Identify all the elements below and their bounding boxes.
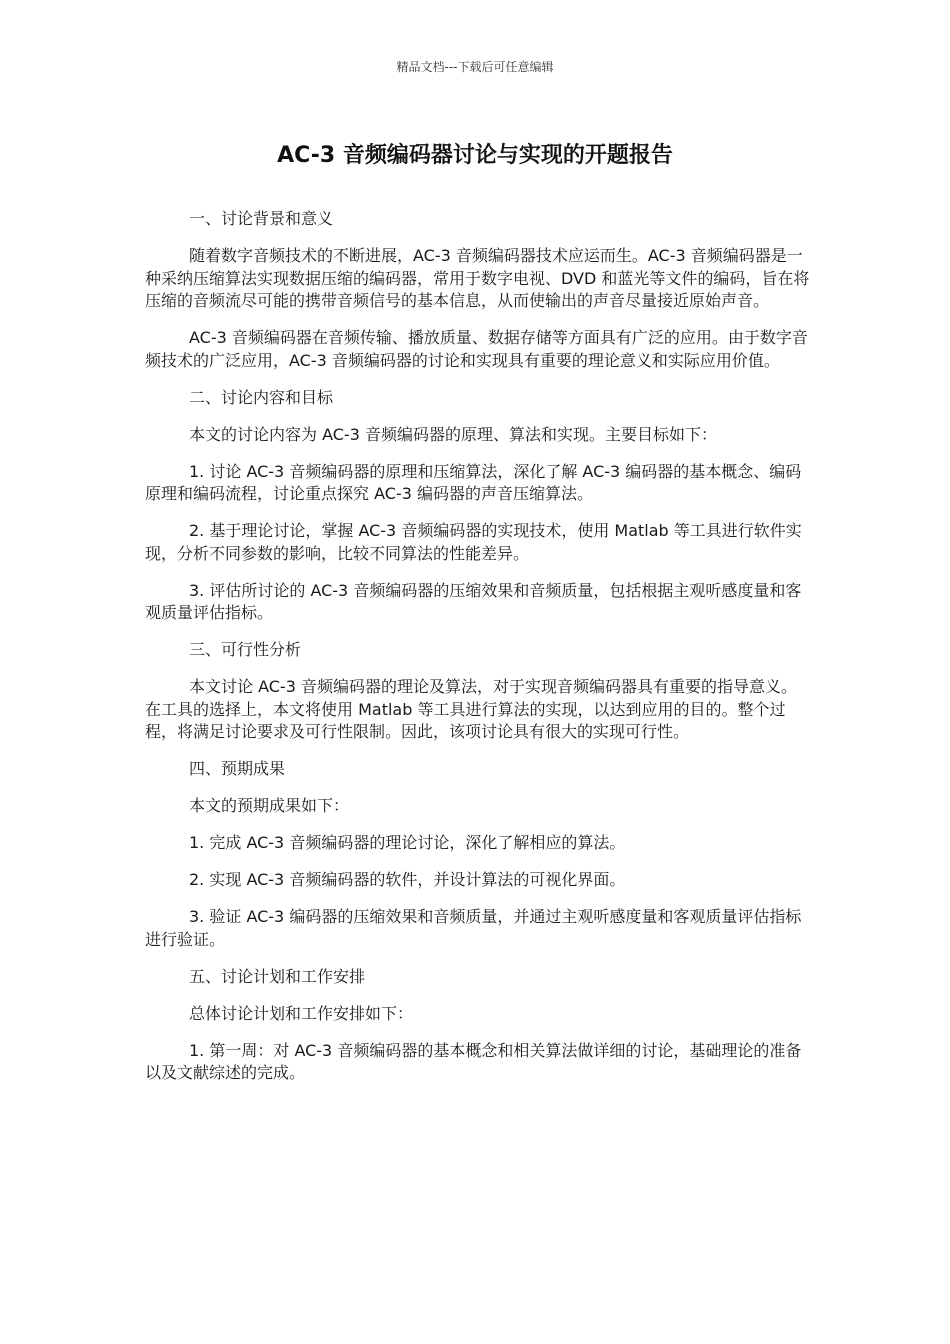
document-title: AC-3 音频编码器讨论与实现的开题报告 — [277, 143, 673, 168]
section-heading-background: 一、讨论背景和意义 — [189, 209, 334, 228]
paragraph-background-1: 随着数字音频技术的不断进展，AC-3 音频编码器技术应运而生。AC-3 音频编码器是一种采纳压缩算法实现数据压缩的编码器，常用于数字电视、DVD 和蓝光等文件的编码，旨在将压缩的音频流尽可能的携带音频信号的基本信息，从而使输出的声音尽量接近原始声音。 — [145, 246, 810, 310]
list-item-result-1: 1. 完成 AC-3 音频编码器的理论讨论，深化了解相应的算法。 — [189, 833, 626, 852]
section-heading-content-goals: 二、讨论内容和目标 — [189, 387, 334, 407]
list-item-plan-1: 1. 第一周：对 AC-3 音频编码器的基本概念和相关算法做详细的讨论，基础理论的准备以及文献综述的完成。 — [145, 1040, 802, 1082]
list-item-goal-2: 2. 基于理论讨论，掌握 AC-3 音频编码器的实现技术，使用 Matlab 等工具进行软件实现，分析不同参数的影响，比较不同算法的性能差异。 — [145, 521, 802, 563]
document-body — [145, 208, 810, 1099]
paragraph-background-2: AC-3 音频编码器在音频传输、播放质量、数据存储等方面具有广泛的应用。由于数字音频技术的广泛应用，AC-3 音频编码器的讨论和实现具有重要的理论意义和实际应用价值。 — [145, 328, 808, 370]
list-item-result-2: 2. 实现 AC-3 音频编码器的软件，并设计算法的可视化界面。 — [189, 870, 626, 889]
list-item-result-3: 3. 验证 AC-3 编码器的压缩效果和音频质量，并通过主观听感度量和客观质量评估指标进行验证。 — [145, 907, 802, 949]
paragraph-results-intro: 本文的预期成果如下： — [189, 796, 350, 815]
section-heading-feasibility: 三、可行性分析 — [189, 640, 302, 659]
paragraph-plan-intro: 总体讨论计划和工作安排如下： — [189, 1003, 414, 1023]
page-header-note: 精品文档---下载后可任意编辑 — [396, 60, 554, 74]
paragraph-feasibility: 本文讨论 AC-3 音频编码器的理论及算法，对于实现音频编码器具有重要的指导意义。在工具的选择上，本文将使用 Matlab 等工具进行算法的实现，以达到应用的目的。整个过程，将满足讨论要求及可行性限制。因此，该项讨论具有很大的实现可行性。 — [145, 677, 797, 741]
section-heading-expected-results: 四、预期成果 — [189, 759, 286, 778]
section-heading-plan: 五、讨论计划和工作安排 — [189, 966, 366, 986]
list-item-goal-3: 3. 评估所讨论的 AC-3 音频编码器的压缩效果和音频质量，包括根据主观听感度量和客观质量评估指标。 — [145, 580, 802, 622]
list-item-goal-1: 1. 讨论 AC-3 音频编码器的原理和压缩算法，深化了解 AC-3 编码器的基本概念、编码原理和编码流程，讨论重点探究 AC-3 编码器的声音压缩算法。 — [145, 461, 802, 503]
paragraph-content-intro: 本文的讨论内容为 AC-3 音频编码器的原理、算法和实现。主要目标如下： — [189, 424, 717, 444]
